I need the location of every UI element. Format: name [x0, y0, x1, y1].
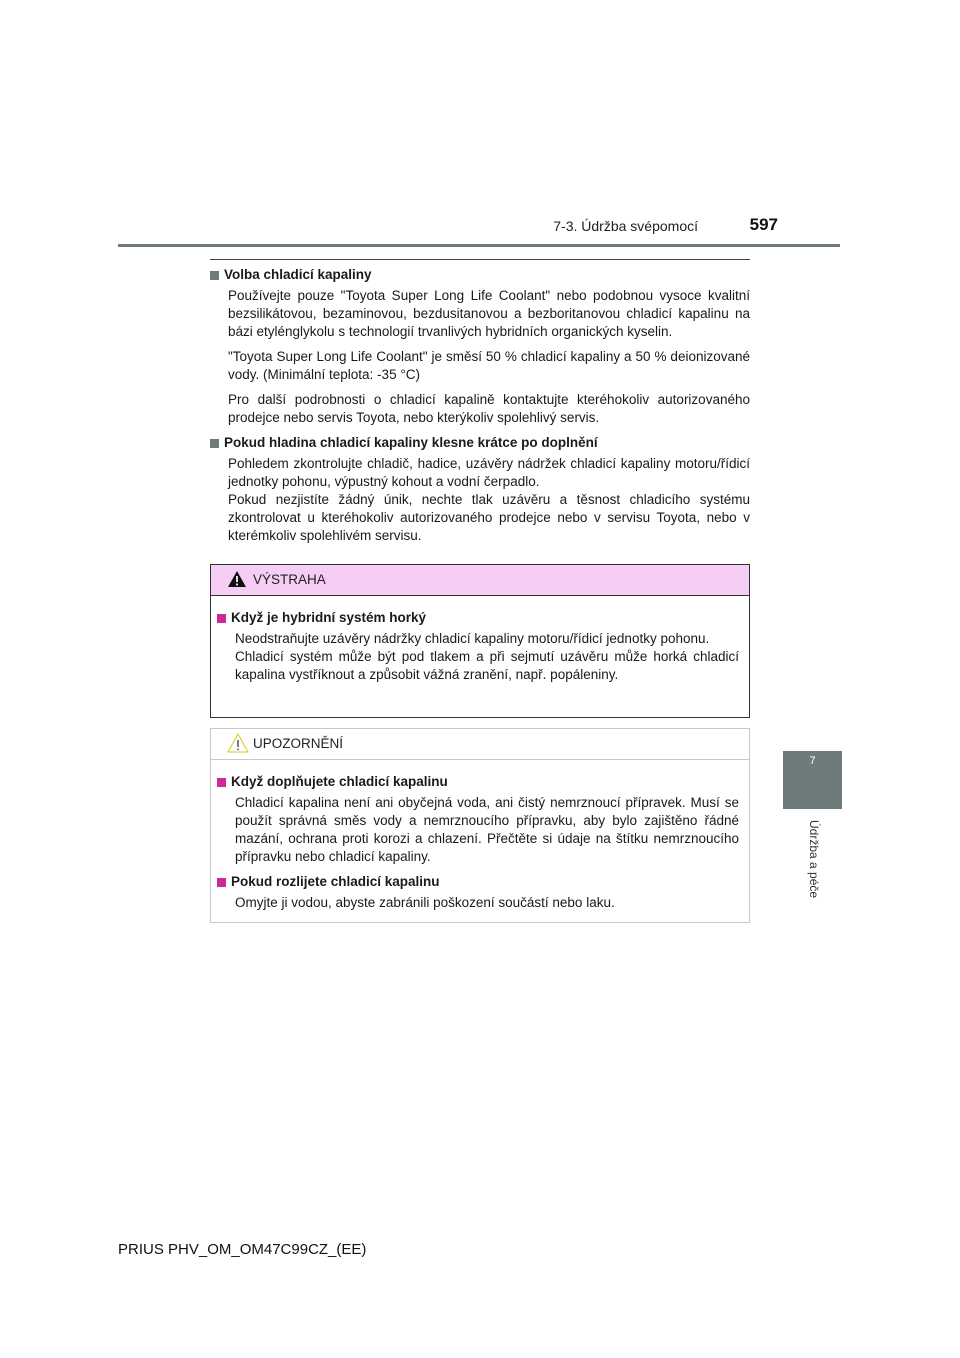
caution-triangle-icon — [227, 732, 249, 754]
square-bullet-icon — [217, 878, 226, 887]
model-code: PRIUS PHV_OM_OM47C99CZ_(EE) — [118, 1241, 367, 1258]
warning-box — [210, 564, 750, 718]
section-coolant-drop — [210, 434, 750, 545]
warning-label: VÝSTRAHA — [253, 572, 326, 587]
section-title: 7-3. Údržba svépomocí — [553, 218, 698, 234]
content-rule — [210, 259, 750, 260]
section-heading: Volba chladicí kapaliny — [210, 266, 750, 284]
square-bullet-icon — [217, 614, 226, 623]
caution-item-heading: Když doplňujete chladicí kapalinu — [217, 773, 739, 791]
paragraph: "Toyota Super Long Life Coolant" je směsí 50 % chladicí kapaliny a 50 % deionizované vody. (Minimální teplota: -35 °C) — [228, 349, 750, 382]
warning-header — [211, 565, 749, 596]
paragraph: Pro další podrobnosti o chladicí kapalině kontaktujte kteréhokoliv autorizovaného prodejce nebo servis Toyota, nebo kterýkoliv spolehlivý servis. — [228, 392, 750, 425]
caution-header — [211, 729, 749, 760]
paragraph: Používejte pouze "Toyota Super Long Life Coolant" nebo podobnou vysoce kvalitní bezsilikátovou, bezaminovou, bezdusitanovou a bezboritanovou chladicí kapalinu na bázi etylénglykolu s technologií trvanlivých hybridních organických kyselin. — [228, 288, 750, 339]
warning-body — [211, 596, 749, 684]
square-bullet-icon — [217, 778, 226, 787]
warning-text: Neodstraňujte uzávěry nádržky chladicí kapaliny motoru/řídicí jednotky pohonu. Chladicí systém může být pod tlakem a při sejmutí uzávěru může horká chladicí kapalina vystříknout a způsobit vážná zranění, např. popáleniny. — [235, 631, 739, 682]
square-bullet-icon — [210, 271, 219, 280]
chapter-number: 7 — [809, 755, 816, 767]
page-number: 597 — [749, 215, 778, 234]
section-heading: Pokud hladina chladicí kapaliny klesne krátce po doplnění — [210, 434, 750, 452]
caution-item-heading: Pokud rozlijete chladicí kapalinu — [217, 873, 739, 891]
chapter-tab — [783, 751, 842, 809]
caution-item-text: Chladicí kapalina není ani obyčejná voda, ani čistý nemrznoucí přípravek. Musí se použít správná směs vody a nemrznoucího přípravku, aby bylo zajištěno řádné mazání, ochrana proti korozi a chlazení. Přečtěte si údaje na štítku nemrznoucího přípravku nebo chladicí kapaliny. — [235, 795, 739, 864]
warning-heading: Když je hybridní systém horký — [217, 609, 739, 627]
section-coolant-choice — [210, 266, 750, 427]
square-bullet-icon — [210, 439, 219, 448]
header-rule — [118, 244, 840, 247]
main-content — [210, 266, 750, 552]
caution-body — [211, 760, 749, 912]
warning-triangle-icon — [227, 570, 247, 588]
caution-label: UPOZORNĚNÍ — [253, 736, 344, 751]
caution-item-text: Omyjte ji vodou, abyste zabránili poškození součástí nebo laku. — [235, 895, 615, 910]
caution-box — [210, 728, 750, 923]
paragraph: Pohledem zkontrolujte chladič, hadice, uzávěry nádržek chladicí kapaliny motoru/řídicí jednotky pohonu, výpustný kohout a vodní čerpadlo. Pokud nezjistíte žádný únik, nechte tlak uzávěru a těsnost chladicího systému zkontrolovat u kteréhokoliv autorizovaného prodejce nebo v servisu Toyota, nebo v kterémkoliv spolehlivém servisu. — [228, 456, 750, 543]
chapter-title: Údržba a péče — [807, 820, 821, 899]
